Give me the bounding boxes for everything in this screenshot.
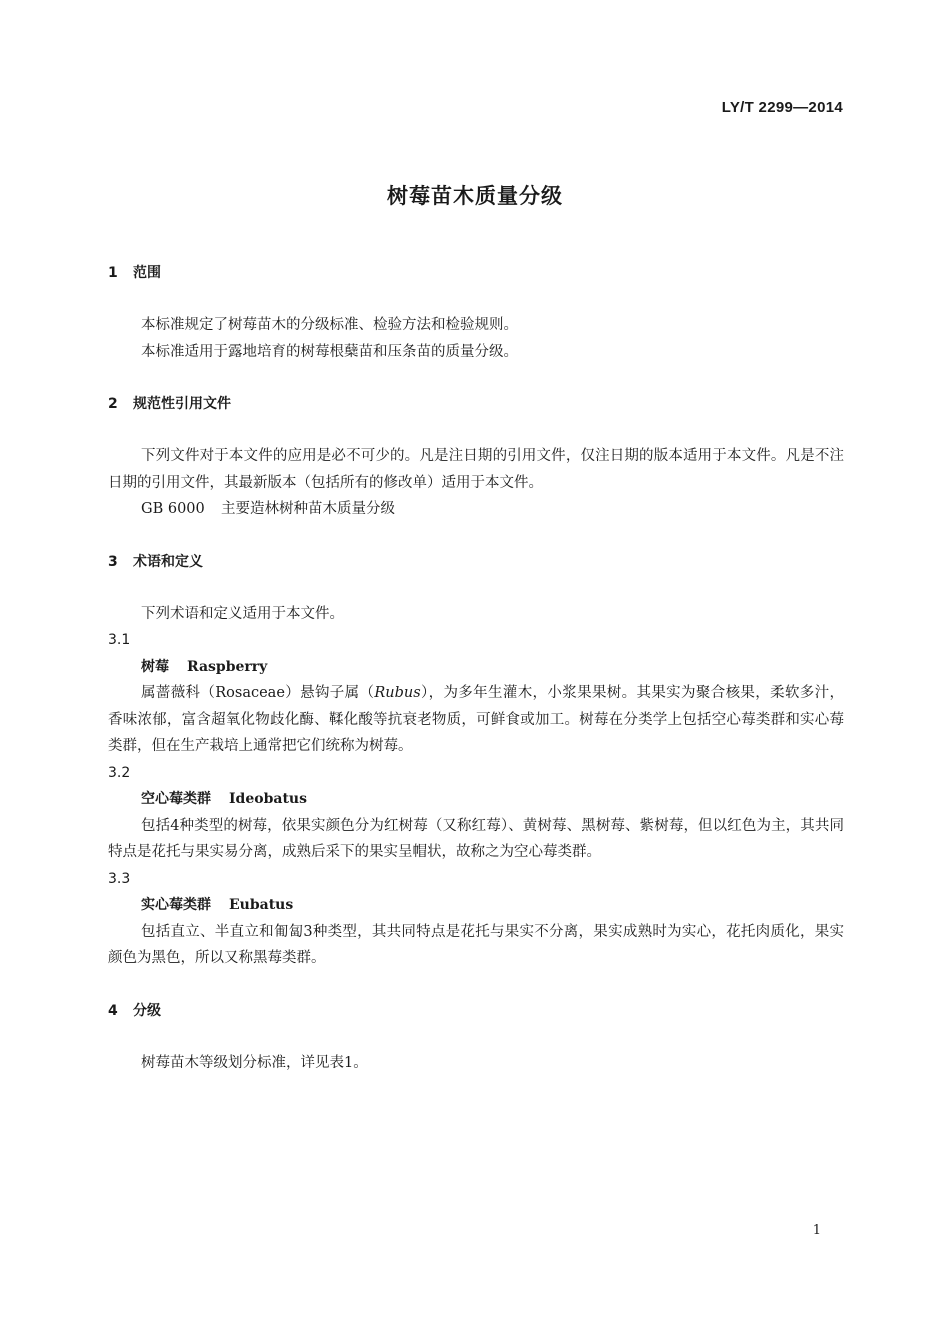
term-definition: 包括直立、半直立和匍匐3种类型，其共同特点是花托与果实不分离，果实成熟时为实心，花托肉质化，果实颜色为黑色，所以又称黑莓类群。: [108, 923, 844, 966]
term-english: Raspberry: [187, 658, 268, 675]
term-number: 3.1: [108, 632, 131, 648]
section-number: 2: [108, 396, 118, 412]
section-number: 4: [108, 1002, 118, 1019]
section-title: 分级: [133, 1002, 161, 1019]
term-chinese: 实心莓类群: [141, 897, 211, 913]
standard-code: LY/T 2299—2014: [721, 99, 843, 116]
term-heading: [108, 786, 844, 813]
paragraph: 下列术语和定义适用于本文件。: [141, 605, 344, 622]
paragraph: 本标准规定了树莓苗木的分级标准、检验方法和检验规则。: [141, 317, 518, 333]
paragraph: 树莓苗木等级划分标准，详见表1。: [141, 1054, 368, 1071]
term-definition: [108, 680, 844, 760]
document-title: 树莓苗木质量分级: [387, 184, 563, 208]
section-heading-terms: [108, 549, 844, 575]
genus-name: Rubus: [374, 685, 421, 701]
term-english: Eubatus: [229, 897, 294, 913]
section-title: 术语和定义: [133, 553, 203, 570]
section-number: 1: [108, 265, 118, 281]
reference-code: GB 6000: [141, 501, 205, 517]
term-chinese: 树莓: [141, 658, 169, 675]
term-number: 3.2: [108, 764, 131, 781]
definition-text: ），为多年生灌木，小浆果果树。其果实为聚合核果，柔软多汁，香味浓郁，富含超氧化物歧化酶、鞣化酸等抗衰老物质，可鲜食或加工。树莓在分类学上包括空心莓类群和实心莓类群，但在生产栽培上通常把它们统称为树莓。: [108, 685, 844, 754]
section-heading-scope: [108, 260, 844, 286]
section-heading-normative-references: [108, 391, 844, 417]
term-heading: [108, 892, 844, 919]
paragraph: 本标准适用于露地培育的树莓根蘖苗和压条苗的质量分级。: [141, 343, 518, 360]
paragraph: 下列文件对于本文件的应用是必不可少的。凡是注日期的引用文件，仅注日期的版本适用于本文件。凡是不注日期的引用文件，其最新版本（包括所有的修改单）适用于本文件。: [108, 448, 844, 491]
term-number: 3.3: [108, 870, 131, 887]
term-definition: 包括4种类型的树莓，依果实颜色分为红树莓（又称红莓）、黄树莓、黑树莓、紫树莓，但以红色为主，其共同特点是花托与果实易分离，成熟后采下的果实呈帽状，故称之为空心莓类群。: [108, 817, 844, 860]
reference-entry: [108, 496, 844, 523]
term-heading: [108, 654, 844, 681]
section-title: 规范性引用文件: [133, 396, 231, 412]
reference-title: 主要造林树种苗木质量分级: [221, 501, 395, 517]
section-heading-grading: [108, 998, 844, 1024]
definition-text: 属蔷薇科（Rosaceae）悬钩子属（: [141, 685, 375, 701]
page-number: 1: [812, 1223, 821, 1238]
term-chinese: 空心莓类群: [141, 791, 211, 807]
section-number: 3: [108, 553, 118, 570]
document-body: [108, 260, 844, 1076]
section-title: 范围: [133, 265, 161, 281]
term-english: Ideobatus: [229, 791, 307, 807]
